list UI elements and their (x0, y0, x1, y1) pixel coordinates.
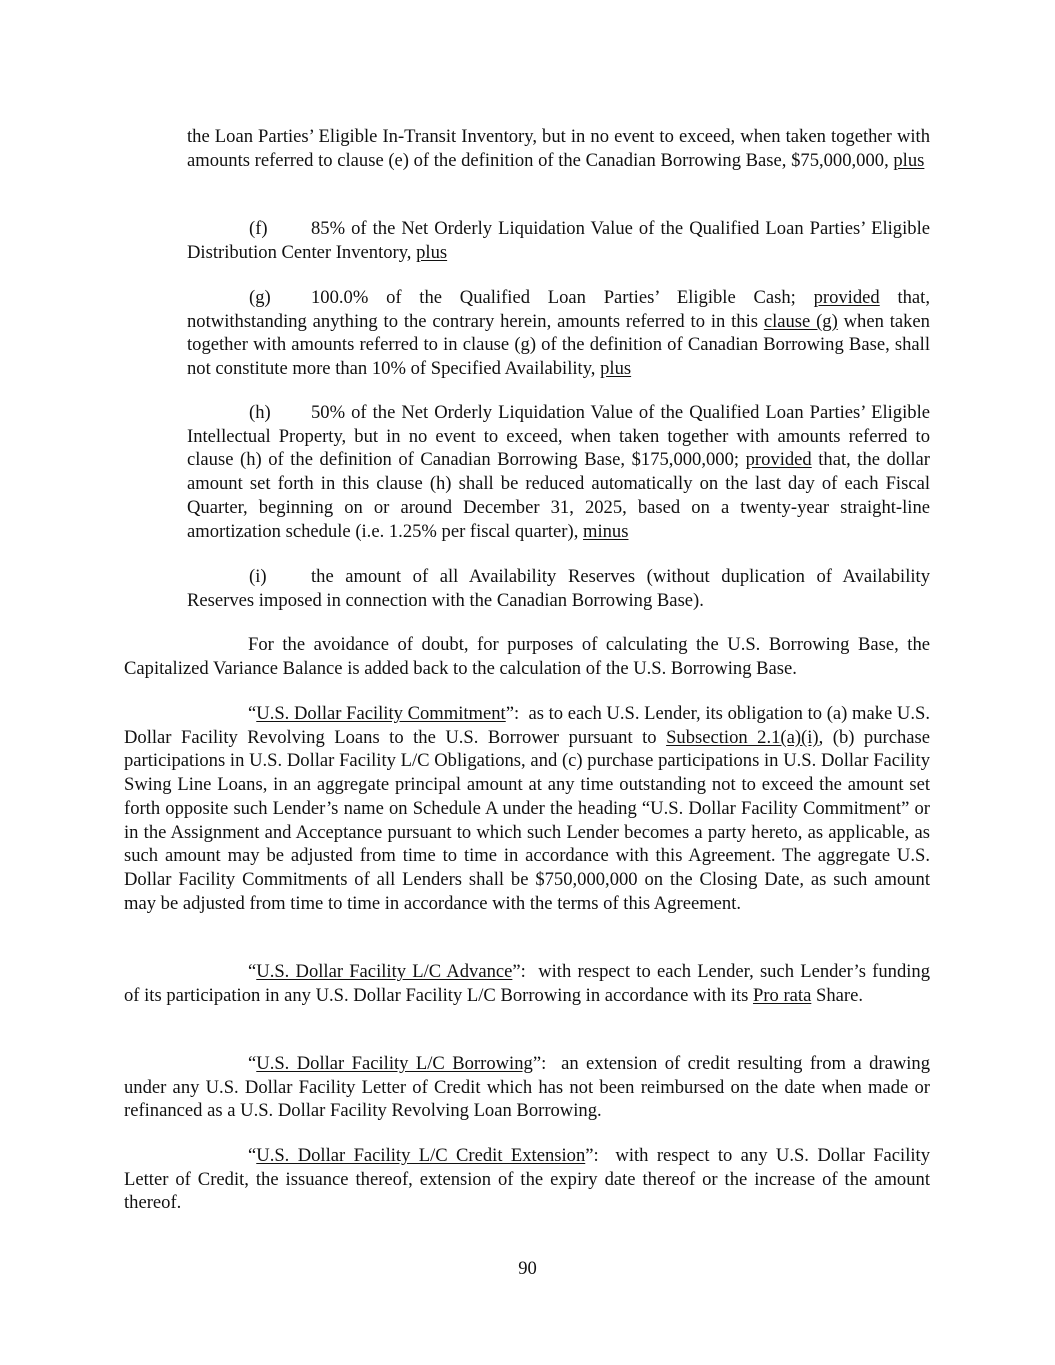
definition-lc-advance (124, 960, 930, 1007)
definition-text: an extension of credit resulting from a drawing under any U.S. Dollar Facility Letter of Credit which has not been reimbursed on the date when made or refinanced as a U.S. Dollar Facility Revolving Loan Borrowing. (124, 1053, 931, 1122)
clause-f-label: (f) (249, 218, 268, 239)
defined-term: U.S. Dollar Facility Commitment (256, 703, 506, 724)
open-quote: “ (248, 1145, 257, 1166)
clause-h-text: 50% of the Net Orderly Liquidation Value of the Qualified Loan Parties’ Eligible Intellectual Property, but in no event to exceed, when taken together with amounts referred to clause (h) of the definition of Canadian Borrowing Base, $175,000,000; (187, 402, 930, 471)
clause-g-label: (g) (249, 287, 271, 308)
definition-text: with respect to any U.S. Dollar Facility Letter of Credit, the issuance thereof, extension of the expiry date thereof or the increase of the amount thereof. (124, 1145, 930, 1214)
close-quote: ”: (532, 1053, 547, 1074)
defined-term: U.S. Dollar Facility L/C Credit Extension (256, 1145, 586, 1166)
clause-f-paragraph (187, 217, 930, 264)
clause-i-text: the amount of all Availability Reserves (without duplication of Availability Reserves imposed in connection with the Canadian Borrowing Base). (187, 566, 930, 611)
subsection-reference: Subsection 2.1(a)(i) (666, 726, 819, 748)
open-quote: “ (248, 1053, 257, 1074)
clause-g-text-b: that, notwithstanding anything to the contrary herein, amounts referred to in this (187, 287, 930, 332)
provided-term: provided (745, 449, 812, 471)
clause-i-paragraph (187, 565, 930, 612)
clause-g-text-c: when taken together with amounts referred to in clause (g) of the definition of Canadian Borrowing Base, shall not constitute more than 10% of Specified Availability, (187, 310, 930, 380)
close-quote: ”: (505, 703, 520, 724)
clause-f-text: 85% of the Net Orderly Liquidation Value of the Qualified Loan Parties’ Eligible Distribution Center Inventory, (187, 218, 930, 263)
pro-rata-reference: Pro rata (752, 984, 812, 1006)
open-quote: “ (248, 961, 257, 982)
clause-i-label: (i) (249, 566, 267, 587)
continuation-paragraph (187, 125, 930, 172)
avoidance-paragraph (124, 633, 930, 680)
clause-g-paragraph (187, 286, 930, 381)
minus-conjunction: minus (583, 520, 629, 542)
definition-text: with respect to each Lender, such Lender’s funding of its participation in any U.S. Dollar Facility L/C Borrowing in accordance with its (124, 961, 930, 1006)
definition-text-b: Share. (815, 984, 863, 1006)
defined-term: U.S. Dollar Facility L/C Borrowing (256, 1053, 533, 1074)
plus-conjunction: plus (600, 358, 632, 380)
close-quote: ”: (585, 1145, 599, 1166)
plus-conjunction: plus (416, 241, 448, 263)
definition-commitment (124, 702, 930, 915)
definition-text: as to each U.S. Lender, its obligation to (a) make U.S. Dollar Facility Revolving Loans to the U.S. Borrower pursuant to (124, 703, 930, 748)
clause-h-label: (h) (249, 402, 271, 423)
clause-g-text: 100.0% of the Qualified Loan Parties’ Eligible Cash; (311, 287, 796, 308)
clause-h-paragraph (187, 401, 930, 543)
open-quote: “ (248, 703, 257, 724)
definition-text-b: , (b) purchase participations in U.S. Dollar Facility L/C Obligations, and (c) purchase participations in U.S. Dollar Facility Swing Line Loans, in an aggregate principal amount at any time outstanding not to exceed the amount set forth opposite such Lender’s name on Schedule A under the heading “U.S. Dollar Facility Commitment” or in the Assignment and Acceptance pursuant to which such Lender becomes a party hereto, as applicable, as such amount may be adjusted from time to time in accordance with this Agreement. The aggregate U.S. Dollar Facility Commitments of all Lenders shall be $750,000,000 on the Closing Date, as such amount may be adjusted from time to time in accordance with the terms of this Agreement. (124, 726, 931, 914)
definition-lc-borrowing (124, 1052, 930, 1123)
page-number: 90 (518, 1258, 537, 1279)
close-quote: ”: (512, 961, 526, 982)
definition-lc-extension (124, 1144, 930, 1215)
defined-term: U.S. Dollar Facility L/C Advance (256, 961, 513, 982)
continuation-text: the Loan Parties’ Eligible In-Transit Inventory, but in no event to exceed, when taken together with amounts referred to clause (e) of the definition of the Canadian Borrowing Base, $75,000,000, (187, 126, 930, 171)
clause-g-reference: clause (g) (763, 310, 838, 332)
plus-conjunction: plus (893, 149, 925, 171)
avoidance-text: For the avoidance of doubt, for purposes of calculating the U.S. Borrowing Base, the Capitalized Variance Balance is added back to the calculation of the U.S. Borrowing Base. (124, 634, 930, 679)
clause-h-text-b: that, the dollar amount set forth in this clause (h) shall be reduced automatically on the last day of each Fiscal Quarter, beginning on or around December 31, 2025, based on a twenty-year straight-line amortization schedule (i.e. 1.25% per fiscal quarter), (187, 449, 930, 542)
provided-term: provided (813, 287, 880, 308)
